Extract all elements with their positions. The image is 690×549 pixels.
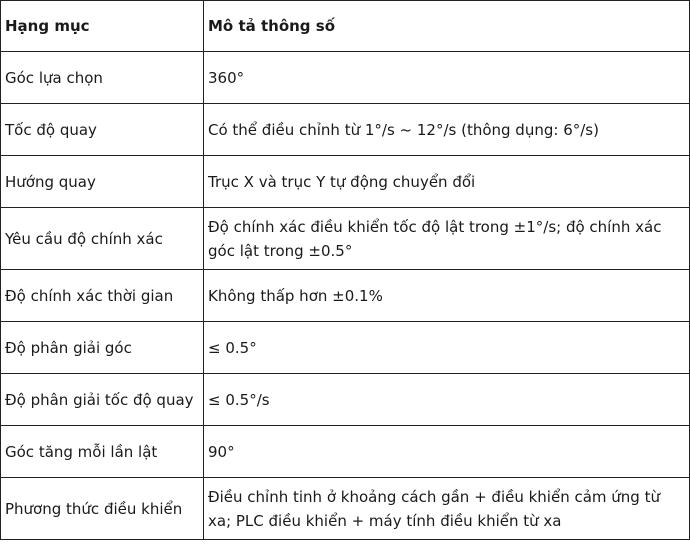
row-item-value: 90°	[204, 426, 690, 478]
header-item: Hạng mục	[1, 1, 204, 52]
row-item-label: Góc lựa chọn	[1, 52, 204, 104]
table-row	[1, 426, 690, 478]
row-item-label: Phương thức điều khiển	[1, 478, 204, 540]
row-item-value: ≤ 0.5°/s	[204, 374, 690, 426]
table-row	[1, 270, 690, 322]
header-description: Mô tả thông số	[204, 1, 690, 52]
row-item-label: Tốc độ quay	[1, 104, 204, 156]
table-row	[1, 104, 690, 156]
row-item-value: Trục X và trục Y tự động chuyển đổi	[204, 156, 690, 208]
row-item-label: Yêu cầu độ chính xác	[1, 208, 204, 270]
row-item-label: Góc tăng mỗi lần lật	[1, 426, 204, 478]
table-row	[1, 478, 690, 540]
row-item-label: Độ phân giải góc	[1, 322, 204, 374]
row-item-value: 360°	[204, 52, 690, 104]
table-row	[1, 52, 690, 104]
table-row	[1, 208, 690, 270]
row-item-value: Điều chỉnh tinh ở khoảng cách gần + điều khiển cảm ứng từ xa; PLC điều khiển + máy tính điều khiển từ xa	[204, 478, 690, 540]
table-header-row	[1, 1, 690, 52]
row-item-value: Không thấp hơn ±0.1%	[204, 270, 690, 322]
row-item-label: Độ phân giải tốc độ quay	[1, 374, 204, 426]
row-item-value: Có thể điều chỉnh từ 1°/s ~ 12°/s (thông dụng: 6°/s)	[204, 104, 690, 156]
row-item-value: ≤ 0.5°	[204, 322, 690, 374]
table-row	[1, 156, 690, 208]
row-item-label: Hướng quay	[1, 156, 204, 208]
table-row	[1, 374, 690, 426]
row-item-label: Độ chính xác thời gian	[1, 270, 204, 322]
table-row	[1, 322, 690, 374]
row-item-value: Độ chính xác điều khiển tốc độ lật trong ±1°/s; độ chính xác góc lật trong ±0.5°	[204, 208, 690, 270]
